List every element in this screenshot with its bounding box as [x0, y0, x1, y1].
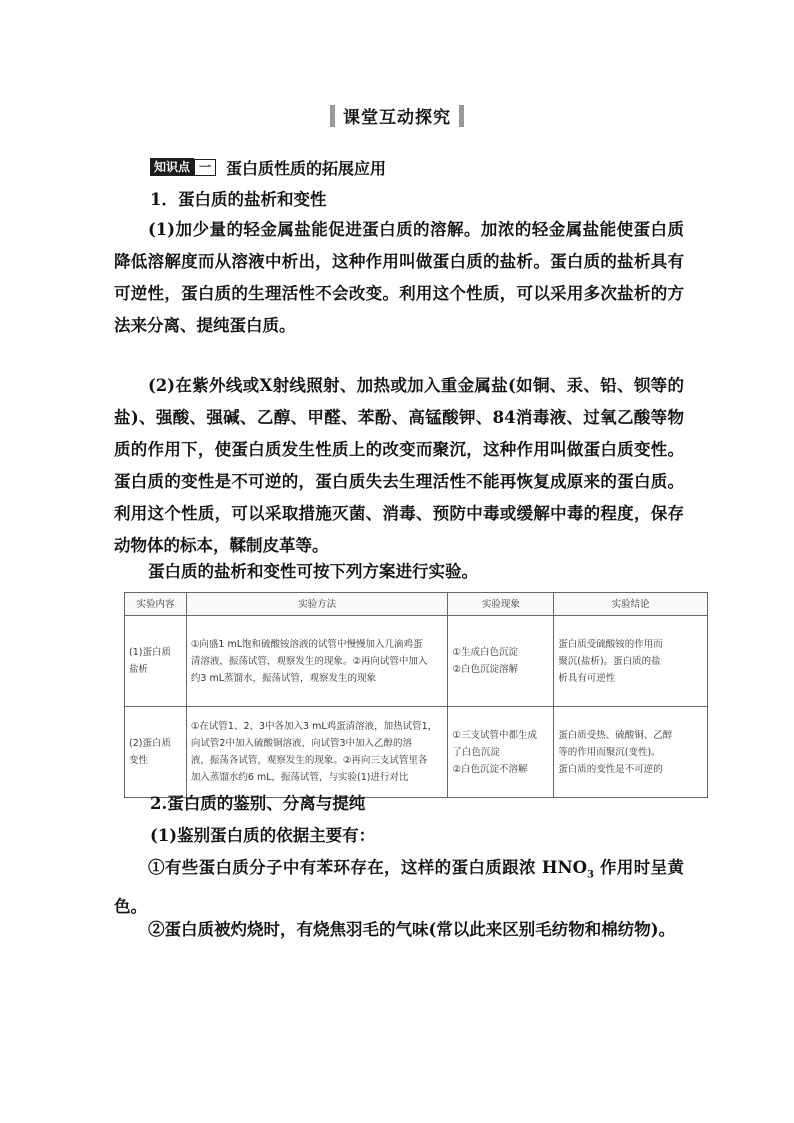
table-header: 实验结论 [554, 593, 708, 616]
table-header: 实验方法 [186, 593, 448, 616]
table-cell-method: ①向盛1 mL饱和硫酸铵溶液的试管中慢慢加入几滴鸡蛋 清溶液，振荡试管，观察发生的现象。②再向试管中加入 约3 mL蒸馏水，振荡试管，观察发生的现象 [186, 616, 448, 707]
part1-paragraph-2: (2)在紫外线或X射线照射、加热或加入重金属盐(如铜、汞、铅、钡等的盐)、强酸、强碱、乙醇、甲醛、苯酚、高锰酸钾、84消毒液、过氧乙酸等物质的作用下，使蛋白质发生性质上的改变而聚沉，这种作用叫做蛋白质变性。蛋白质的变性是不可逆的，蛋白质失去生理活性不能再恢复成原来的蛋白质。利用这个性质，可以采取措施灭菌、消毒、预防中毒或缓解中毒的程度，保存动物体的标本，鞣制皮革等。 [114, 376, 684, 555]
part1-paragraph-1: (1)加少量的轻金属盐能促进蛋白质的溶解。加浓的轻金属盐能使蛋白质降低溶解度而从溶液中析出，这种作用叫做蛋白质的盐析。蛋白质的盐析具有可逆性，蛋白质的生理活性不会改变。利用这个性质，可以采用多次盐析的方法来分离、提纯蛋白质。 [114, 220, 684, 335]
knowledge-point-header [150, 156, 386, 178]
table-cell-phenomenon: ①三支试管中都生成 了白色沉淀 ②白色沉淀不溶解 [448, 707, 554, 798]
part2-heading: 2.蛋白质的鉴别、分离与提纯 [150, 794, 366, 813]
part1-heading: 1．蛋白质的盐析和变性 [150, 190, 327, 209]
table-row [125, 616, 708, 707]
part2-subheading: (1)鉴别蛋白质的依据主要有： [150, 826, 376, 845]
table-cell-content: (1)蛋白质 盐析 [125, 616, 187, 707]
table-cell-conclusion: 蛋白质受硫酸铵的作用而 聚沉(盐析)。蛋白质的盐 析具有可逆性 [554, 616, 708, 707]
knowledge-point-title: 蛋白质性质的拓展应用 [226, 158, 387, 178]
title-bar-left-icon [330, 105, 335, 127]
table-header-row [125, 593, 708, 616]
table-cell-conclusion: 蛋白质受热、硫酸铜、乙醇 等的作用而聚沉(变性)。 蛋白质的变性是不可逆的 [554, 707, 708, 798]
table-cell-content: (2)蛋白质 变性 [125, 707, 187, 798]
table-cell-method: ①在试管1、2、3中各加入3 mL鸡蛋清溶液，加热试管1， 向试管2中加入硫酸铜溶液，向试管3中加入乙醇的溶 液，振荡各试管，观察发生的现象。②再向三支试管里各 加入蒸馏水约6 mL，振荡试管，与实验(1)进行对比 [186, 707, 448, 798]
section-title: 课堂互动探究 [0, 103, 794, 128]
experiment-table [124, 592, 708, 798]
part2-item-1: ①有些蛋白质分子中有苯环存在，这样的蛋白质跟浓 $HNO_3$ 作用时呈黄色。 [114, 858, 684, 917]
table-header: 实验内容 [125, 593, 187, 616]
table-row [125, 707, 708, 798]
part2-item-2: ②蛋白质被灼烧时，有烧焦羽毛的气味(常以此来区别毛纺物和棉纺物)。 [148, 920, 676, 939]
knowledge-point-number: 一 [194, 159, 216, 176]
table-cell-phenomenon: ①生成白色沉淀 ②白色沉淀溶解 [448, 616, 554, 707]
knowledge-point-tag: 知识点 [150, 158, 194, 176]
title-bar-right-icon [459, 105, 464, 127]
table-header: 实验现象 [448, 593, 554, 616]
part1-paragraph-3: 蛋白质的盐析和变性可按下列方案进行实验。 [148, 562, 478, 581]
